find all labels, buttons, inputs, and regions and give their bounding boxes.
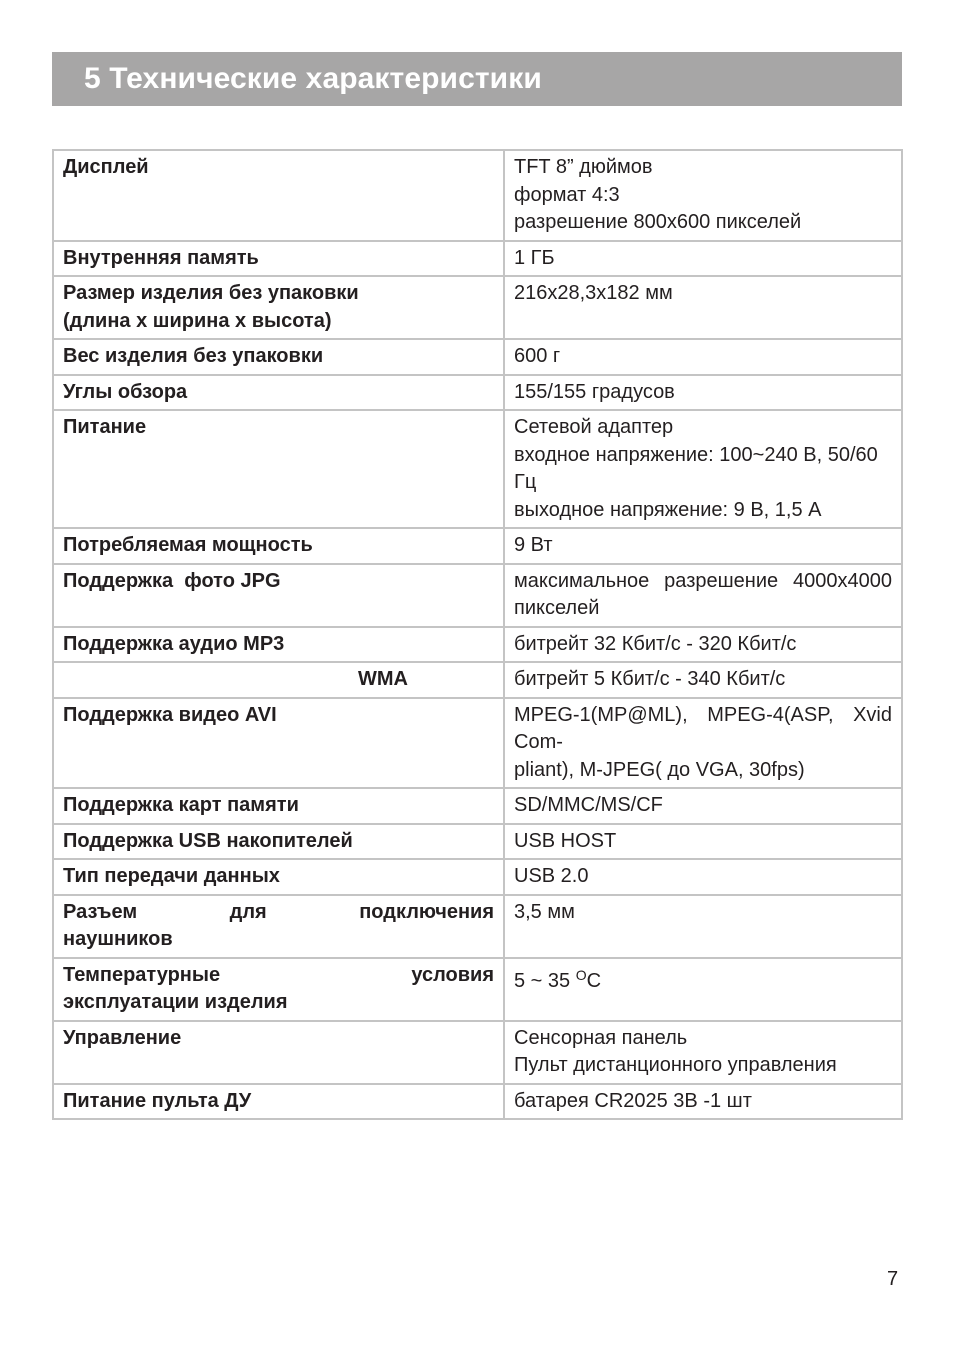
value-line: 600 г	[514, 345, 561, 367]
key-line: Управление	[63, 1026, 182, 1049]
table-row	[53, 1021, 902, 1084]
spec-value	[504, 859, 902, 895]
value-line: SD/MMC/MS/CF	[514, 794, 663, 816]
key-line: Температурные условия	[63, 963, 494, 986]
spec-key	[53, 627, 504, 663]
value-text: 5 ~ 35	[514, 969, 576, 992]
specs-table	[52, 149, 903, 1120]
value-line: максимальное разрешение 4000x4000	[514, 569, 892, 592]
spec-key	[53, 564, 504, 627]
table-row	[53, 788, 902, 824]
value-line: битрейт 5 Кбит/с - 340 Кбит/с	[514, 668, 786, 690]
table-row	[53, 528, 902, 564]
key-line: Разъем для подключения	[63, 900, 494, 923]
table-row	[53, 339, 902, 375]
spec-key	[53, 410, 504, 528]
spec-key	[53, 1084, 504, 1120]
spec-key	[53, 698, 504, 789]
key-line: Размер изделия без упаковки	[63, 282, 359, 304]
key-line: Внутренняя память	[63, 246, 259, 269]
table-row	[53, 1084, 902, 1120]
table-row	[53, 150, 902, 241]
spec-value	[504, 958, 902, 1021]
value-line: pliant), M-JPEG( до VGA, 30fps)	[514, 758, 805, 781]
key-line: Вес изделия без упаковки	[63, 345, 324, 367]
spec-key	[53, 824, 504, 860]
spec-value	[504, 564, 902, 627]
spec-key	[53, 241, 504, 277]
value-line: 155/155 градусов	[514, 380, 675, 403]
spec-key	[53, 1021, 504, 1084]
section-title: 5 Технические характеристики	[84, 62, 542, 95]
table-row	[53, 241, 902, 277]
value-line: Пульт дистанционного управления	[514, 1054, 837, 1076]
spec-value	[504, 662, 902, 698]
spec-value	[504, 339, 902, 375]
key-line: Дисплей	[63, 156, 149, 178]
spec-key	[53, 958, 504, 1021]
spec-key	[53, 150, 504, 241]
value-line: MPEG-1(MP@ML), MPEG-4(ASP, Xvid Com-	[514, 703, 892, 753]
spec-key	[53, 528, 504, 564]
degree-superscript: O	[575, 966, 587, 983]
spec-key	[53, 859, 504, 895]
value-line: USB 2.0	[514, 865, 589, 887]
value-line: 9 Вт	[514, 534, 553, 556]
value-line: пикселей	[514, 597, 600, 619]
table-row	[53, 859, 902, 895]
key-line: Потребляемая мощность	[63, 534, 313, 556]
key-line: Поддержка видео AVI	[63, 703, 277, 726]
table-row	[53, 895, 902, 958]
spec-value	[504, 698, 902, 789]
spec-key	[53, 895, 504, 958]
page-number: 7	[887, 1268, 899, 1290]
table-row	[53, 410, 902, 528]
spec-value	[504, 627, 902, 663]
spec-value	[504, 788, 902, 824]
key-line: Углы обзора	[63, 380, 188, 403]
key-line: Поддержка USB накопителей	[63, 829, 353, 852]
spec-value	[504, 1021, 902, 1084]
spec-value	[504, 410, 902, 528]
table-row	[53, 698, 902, 789]
table-row	[53, 662, 902, 698]
table-row	[53, 958, 902, 1021]
key-line: Поддержка фото JPG	[63, 569, 281, 592]
key-line: (длина х ширина х высота)	[63, 309, 332, 332]
spec-value	[504, 1084, 902, 1120]
value-line: входное напряжение: 100~240 В, 50/60 Гц	[514, 443, 878, 493]
section-header	[52, 52, 902, 106]
key-line: Поддержка аудио MP3	[63, 632, 285, 655]
key-line: Поддержка карт памяти	[63, 794, 299, 816]
value-line: 1 ГБ	[514, 246, 555, 269]
key-line: наушников	[63, 928, 173, 950]
spec-key	[53, 339, 504, 375]
spec-value	[504, 528, 902, 564]
spec-value	[504, 375, 902, 411]
spec-key	[53, 662, 504, 698]
unit-text: C	[586, 969, 602, 992]
spec-key	[53, 788, 504, 824]
value-line: разрешение 800x600 пикселей	[514, 211, 802, 233]
value-line: формат 4:3	[514, 183, 620, 206]
value-line: 216x28,3x182 мм	[514, 282, 673, 304]
spec-value	[504, 824, 902, 860]
spec-value	[504, 276, 902, 339]
value-line: Сетевой адаптер	[514, 416, 674, 438]
spec-key	[53, 375, 504, 411]
spec-key	[53, 276, 504, 339]
value-line: Сенсорная панель	[514, 1026, 688, 1049]
table-row	[53, 564, 902, 627]
key-line: эксплуатации изделия	[63, 991, 288, 1013]
value-line: битрейт 32 Кбит/с - 320 Кбит/с	[514, 632, 797, 655]
table-row	[53, 627, 902, 663]
value-line: USB HOST	[514, 829, 617, 852]
key-line: Питание	[63, 416, 147, 438]
key-line: Тип передачи данных	[63, 865, 280, 887]
spec-value	[504, 150, 902, 241]
value-line: батарея CR2025 3В -1 шт	[514, 1089, 752, 1112]
key-line: WMA	[358, 668, 408, 690]
table-row	[53, 824, 902, 860]
spec-value	[504, 895, 902, 958]
key-line: Питание пульта ДУ	[63, 1089, 252, 1112]
value-line: TFT 8” дюймов	[514, 156, 653, 178]
value-line: 3,5 мм	[514, 900, 575, 923]
value-line: выходное напряжение: 9 В, 1,5 А	[514, 498, 822, 521]
table-row	[53, 375, 902, 411]
spec-value	[504, 241, 902, 277]
table-row	[53, 276, 902, 339]
